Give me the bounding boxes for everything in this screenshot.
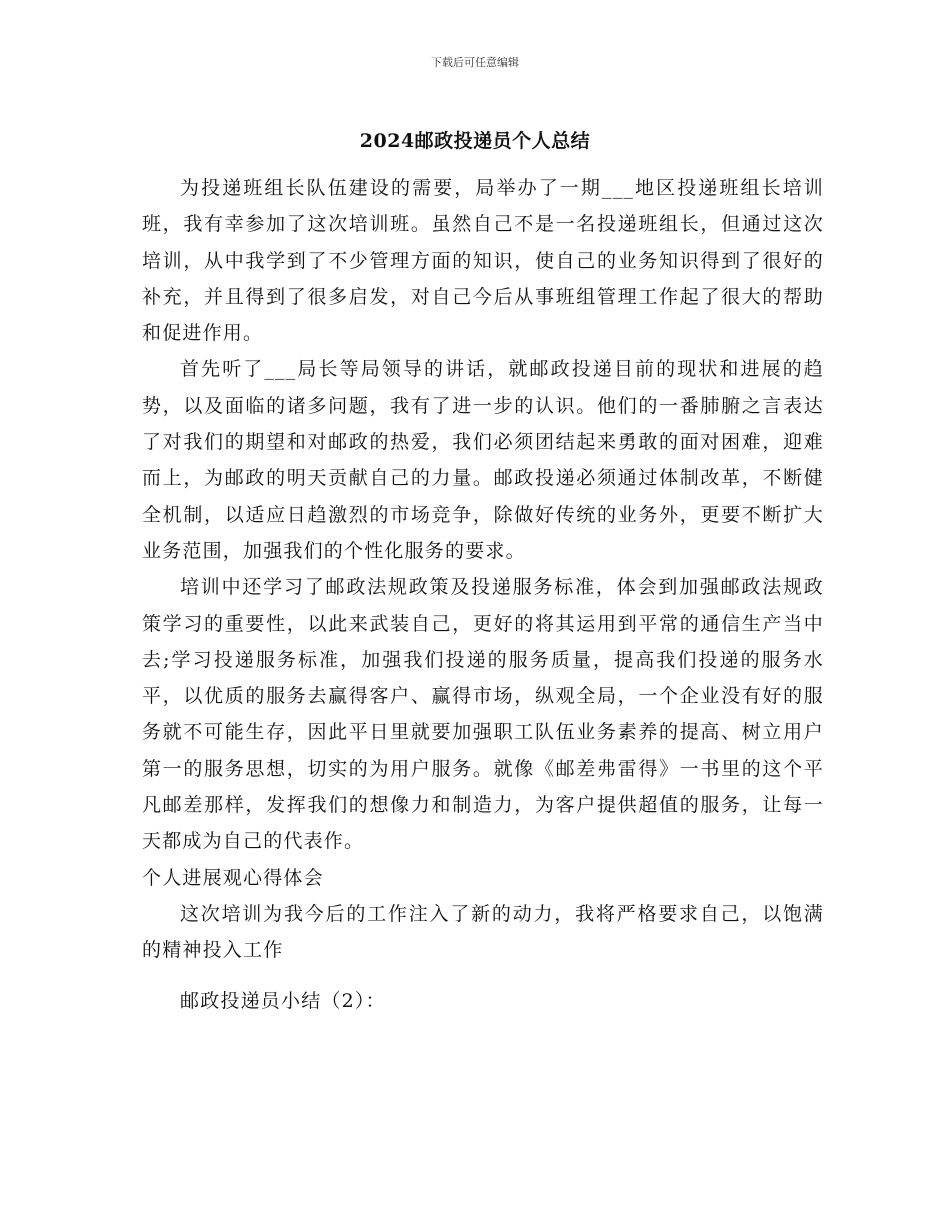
subsection-title: 邮政投递员小结（2）： — [180, 989, 386, 1012]
section-heading: 个人进展观心得体会 — [142, 866, 324, 889]
paragraph-3: 培训中还学习了邮政法规政策及投递服务标准，体会到加强邮政法规政策学习的重要性，以此来武装自己，更好的将其运用到平常的通信生产当中去;学习投递服务标准，加强我们投递的服务质量，提高我们投递的服务水平，以优质的服务去赢得客户、赢得市场，纵观全局，一个企业没有好的服务就不可能生存，因此平日里就要加强职工队伍业务素养的提高、树立用户第一的服务思想，切实的为用户服务。就像《邮差弗雷得》一书里的这个平凡邮差那样，发挥我们的想像力和制造力，为客户提供超值的服务，让每一天都成为自己的代表作。 — [142, 576, 824, 853]
document-body — [142, 170, 824, 1019]
paragraph-1: 为投递班组长队伍建设的需要，局举办了一期___地区投递班组长培训班，我有幸参加了这次培训班。虽然自己不是一名投递班组长，但通过这次培训，从中我学到了不少管理方面的知识，使自己的业务知识得到了很好的补充，并且得到了很多启发，对自己今后从事班组管理工作起了很大的帮助和促进作用。 — [142, 177, 824, 345]
paragraph-4: 这次培训为我今后的工作注入了新的动力，我将严格要求自己，以饱满的精神投入工作 — [142, 902, 824, 962]
paragraph-2: 首先听了___局长等局领导的讲话，就邮政投递目前的现状和进展的趋势，以及面临的诸多问题，我有了进一步的认识。他们的一番肺腑之言表达了对我们的期望和对邮政的热爱，我们必须团结起来勇敢的面对困难，迎难而上，为邮政的明天贡献自己的力量。邮政投递必须通过体制改革，不断健全机制，以适应日趋激烈的市场竞争，除做好传统的业务外，更要不断扩大业务范围，加强我们的个性化服务的要求。 — [142, 358, 824, 562]
document-title: 2024邮政投递员个人总结 — [359, 130, 591, 152]
header-note: 下载后可任意编辑 — [431, 56, 519, 69]
